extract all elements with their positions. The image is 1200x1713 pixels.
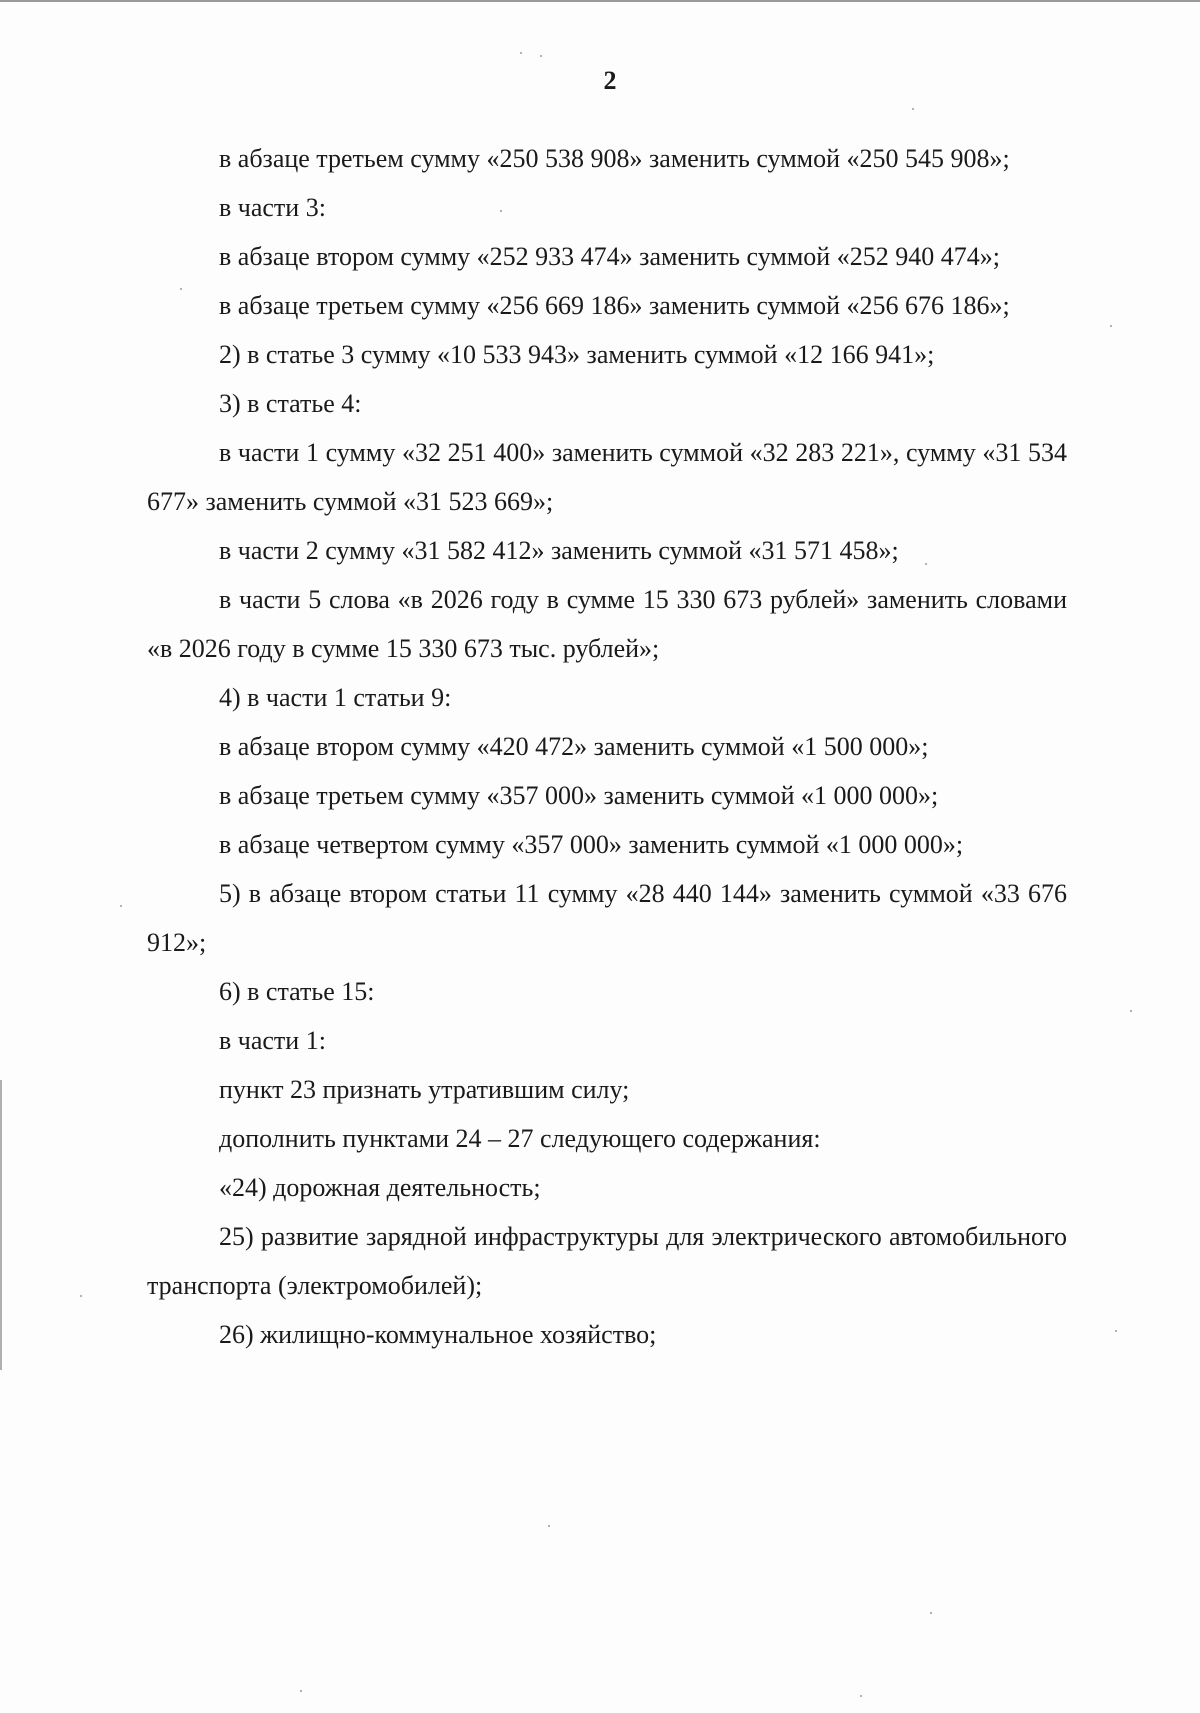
paragraph: 2) в статье 3 сумму «10 533 943» заменить суммой «12 166 941»; [219,340,935,369]
scan-speck [1115,1330,1117,1332]
paragraph: в абзаце втором сумму «420 472» заменить суммой «1 500 000»; [219,732,929,761]
paragraph: пункт 23 признать утратившим силу; [219,1075,630,1104]
scan-speck [1130,1010,1132,1012]
scan-speck [925,563,927,565]
page-number: 2 [603,66,617,95]
paragraph: 26) жилищно-коммунальное хозяйство; [219,1320,657,1349]
scan-speck [120,905,122,907]
paragraph: «24) дорожная деятельность; [219,1173,541,1202]
document-body [147,134,1067,1359]
scan-speck [300,1690,302,1692]
scan-speck [520,52,522,54]
paragraph: в части 2 сумму «31 582 412» заменить суммой «31 571 458»; [219,536,899,565]
scan-speck [80,1295,82,1297]
paragraph: 25) развитие зарядной инфраструктуры для электрического автомобильного транспорта (электромобилей); [147,1222,1067,1300]
paragraph: в абзаце третьем сумму «256 669 186» заменить суммой «256 676 186»; [219,291,1010,320]
paragraph: в абзаце третьем сумму «357 000» заменить суммой «1 000 000»; [219,781,939,810]
paragraph: в части 1: [219,1026,326,1055]
paragraph: 6) в статье 15: [219,977,375,1006]
paragraph: в части 5 слова «в 2026 году в сумме 15 330 673 рублей» заменить словами «в 2026 году в сумме 15 330 673 тыс. рублей»; [147,585,1067,663]
scan-speck [180,288,182,290]
scan-speck [540,55,542,57]
paragraph: 4) в части 1 статьи 9: [219,683,452,712]
scan-speck [1110,325,1112,327]
paragraph: в части 1 сумму «32 251 400» заменить суммой «32 283 221», сумму «31 534 677» заменить суммой «31 523 669»; [147,438,1067,516]
paragraph: 5) в абзаце втором статьи 11 сумму «28 440 144» заменить суммой «33 676 912»; [147,879,1067,957]
scan-speck [912,108,914,110]
scan-speck [548,1525,550,1527]
scan-speck [500,210,502,212]
paragraph: в части 3: [219,193,326,222]
paragraph: в абзаце третьем сумму «250 538 908» заменить суммой «250 545 908»; [219,144,1010,173]
scan-speck [930,1612,932,1614]
paragraph: 3) в статье 4: [219,389,362,418]
paragraph: в абзаце четвертом сумму «357 000» заменить суммой «1 000 000»; [219,830,964,859]
scan-left-edge [0,1080,2,1370]
scan-speck [860,1695,862,1697]
paragraph: дополнить пунктами 24 – 27 следующего содержания: [219,1124,821,1153]
scan-top-edge [0,0,1200,2]
paragraph: в абзаце втором сумму «252 933 474» заменить суммой «252 940 474»; [219,242,1000,271]
